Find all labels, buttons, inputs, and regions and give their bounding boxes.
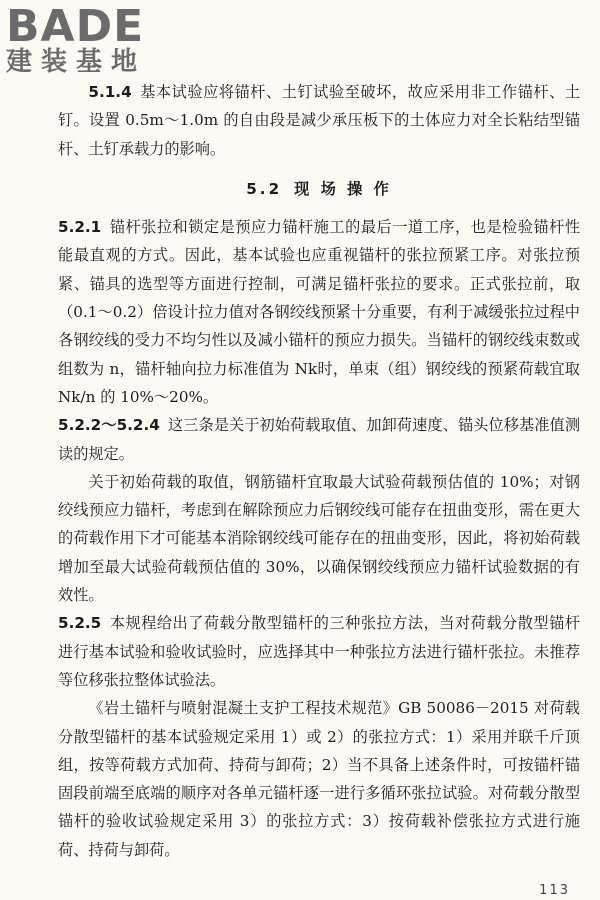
clause-5-2-1: [58, 213, 580, 411]
clause-number: 5.2.1: [58, 218, 102, 237]
document-body: [58, 78, 580, 864]
clause-text: 这三条是关于初始荷载取值、加卸荷速度、锚头位移基准值测读的规定。: [58, 416, 580, 463]
clause-text: 本规程给出了荷载分散型锚杆的三种张拉方法，当对荷载分散型锚杆进行基本试验和验收试验时，应选择其中一种张拉方法进行锚杆张拉。未推荐等位移张拉整体试验法。: [58, 614, 580, 689]
clause-number: 5.1.4: [88, 83, 132, 101]
paragraph-initial-load: 关于初始荷载的取值，钢筋锚杆宜取最大试验荷载预估值的 10%；对钢绞线预应力锚杆，考虑到在解除预应力后钢绞线可能存在扭曲变形，需在更大的荷载作用下才可能基本消除钢绞线可能存在的扭曲变形，因此，将初始荷载增加至最大试验荷载预估值的 30%，以确保钢绞线预应力锚杆试验数据的有效性。: [58, 472, 580, 605]
clause-text: 锚杆张拉和锁定是预应力锚杆施工的最后一道工序，也是检验锚杆性能最直观的方式。因此，基本试验也应重视锚杆的张拉预紧工序。对张拉预紧、锚具的选型等方面进行控制，可满足锚杆张拉的要求。正式张拉前，取（0.1～0.2）倍设计拉力值对各钢绞线预紧十分重要，有利于减缓张拉过程中各钢绞线的受力不均匀性以及减小锚杆的预应力损失。当锚杆的钢绞线束数或组数为 n，锚杆轴向拉力标准值为 Nk时，单束（组）钢绞线的预紧荷载宜取 Nk/n 的 10%～20%。: [58, 218, 580, 406]
clause-5-2-2: [58, 411, 580, 468]
page-number: 113: [539, 883, 570, 898]
clause-text: 基本试验应将锚杆、土钉试验至破坏，故应采用非工作锚杆、土钉。设置 0.5m～1.0m 的自由段是减少承压板下的土体应力对全长粘结型锚杆、土钉承载力的影响。: [58, 83, 580, 158]
section-title: 现 场 操 作: [294, 179, 392, 198]
section-heading: [58, 175, 580, 203]
clause-number: 5.2.2～5.2.4: [58, 416, 160, 435]
section-number: 5.2: [246, 179, 283, 198]
logo-sub-text: 建装基地: [6, 47, 147, 77]
bade-logo: [6, 1, 147, 77]
paragraph-gb-reference: 《岩土锚杆与喷射混凝土支护工程技术规范》GB 50086－2015 对荷载分散型锚杆的基本试验规定采用 1）或 2）的张拉方式：1）采用并联千斤顶组，按等荷载方式加荷、持荷与卸荷；2）当不具备上述条件时，可按锚杆锚固段前端至底端的顺序对各单元锚杆逐一进行多循环张拉试验。对荷载分散型锚杆的验收试验规定采用 3）的张拉方式：3）按荷载补偿张拉方式进行施荷、持荷与卸荷。: [58, 699, 580, 859]
clause-5-1-4: [58, 78, 580, 163]
clause-number: 5.2.5: [58, 614, 102, 633]
logo-main-text: BADE: [6, 1, 145, 52]
clause-5-2-5: [58, 609, 580, 694]
